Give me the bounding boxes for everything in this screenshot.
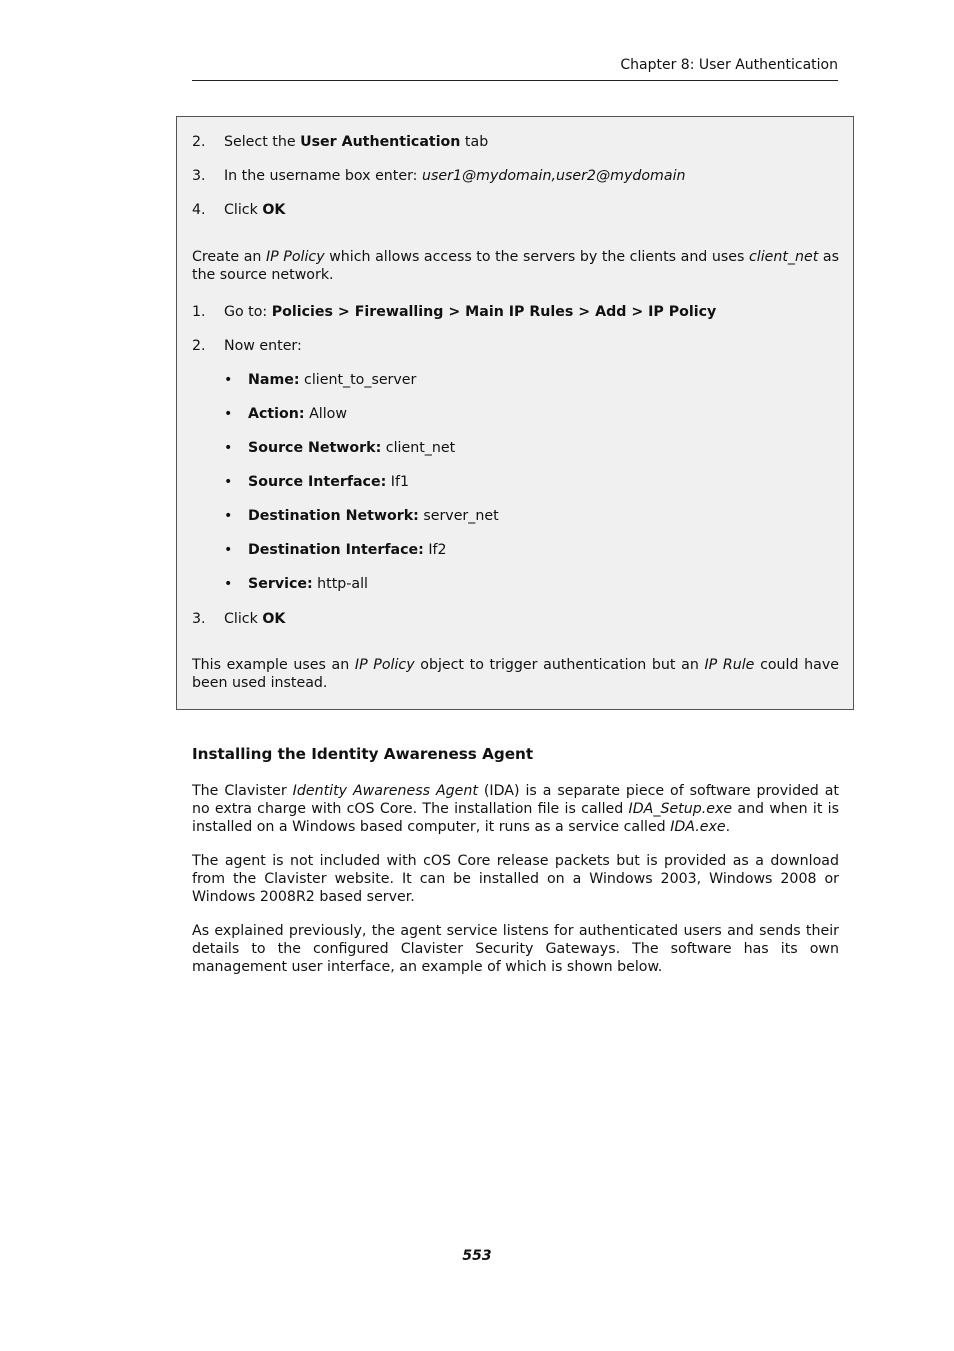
step-number: 4. [192,202,206,218]
section-heading: Installing the Identity Awareness Agent [192,745,534,763]
field-value: client_net [381,440,456,456]
field-label: Service: [248,576,313,592]
field-label: Source Interface: [248,474,387,490]
ok-label: OK [262,611,286,627]
step-text: Select the User Authentication tab [224,134,489,150]
example-box [176,116,854,710]
field-value: client_to_server [299,372,417,388]
bullet-icon: • [224,508,233,524]
example-intro-paragraph: Create an IP Policy which allows access to the servers by the clients and uses client_net as the source network. [192,249,839,283]
bullet-icon: • [224,576,233,592]
body-paragraph-ida-intro: The Clavister Identity Awareness Agent (IDA) is a separate piece of software provided at no extra charge with cOS Core. The installation file is called IDA_Setup.exe and when it is installed on a Windows based computer, it runs as a service called IDA.exe. [192,783,840,835]
field-value: If2 [423,542,447,558]
bullet-icon: • [224,406,233,422]
step-text: Now enter: [224,338,302,354]
bullet-icon: • [224,542,233,558]
running-header [192,56,838,81]
field-label: Destination Interface: [248,542,424,558]
step-text: Go to: Policies > Firewalling > Main IP Rules > Add > IP Policy [224,304,717,320]
bullet-icon: • [224,440,233,456]
menu-path: Policies > Firewalling > Main IP Rules > Add > IP Policy [271,304,717,320]
step-number: 3. [192,168,206,184]
field-label: Name: [248,372,300,388]
field-label: Action: [248,406,305,422]
username-value: user1@mydomain,user2@mydomain [421,168,686,184]
step-number: 2. [192,338,206,354]
step-number: 2. [192,134,206,150]
field-value: If1 [386,474,409,490]
step-text: Click OK [224,611,286,627]
bullet-icon: • [224,372,233,388]
ok-label: OK [262,202,286,218]
field-label: Source Network: [248,440,382,456]
body-paragraph-download: The agent is not included with cOS Core release packets but is provided as a download from the Clavister website. It can be installed on a Windows 2003, Windows 2008 or Windows 2008R2 based server. [192,853,839,905]
bullet-icon: • [224,474,233,490]
field-label: Destination Network: [248,508,419,524]
body-paragraph-agent-service: As explained previously, the agent service listens for authenticated users and sends their details to the configured Clavister Security Gateways. The software has its own management user interface, an example of which is shown below. [192,923,839,975]
step-number: 3. [192,611,206,627]
field-value: http-all [312,576,368,592]
ui-label-user-authentication: User Authentication [300,134,461,150]
page-number: 553 [462,1248,492,1264]
chapter-title: Chapter 8: User Authentication [620,57,838,73]
step-text: In the username box enter: user1@mydomain,user2@mydomain [224,168,686,184]
field-value: server_net [418,508,499,524]
step-number: 1. [192,304,206,320]
example-note-paragraph: This example uses an IP Policy object to trigger authentication but an IP Rule could have been used instead. [192,657,839,691]
step-text: Click OK [224,202,286,218]
field-value: Allow [304,406,347,422]
